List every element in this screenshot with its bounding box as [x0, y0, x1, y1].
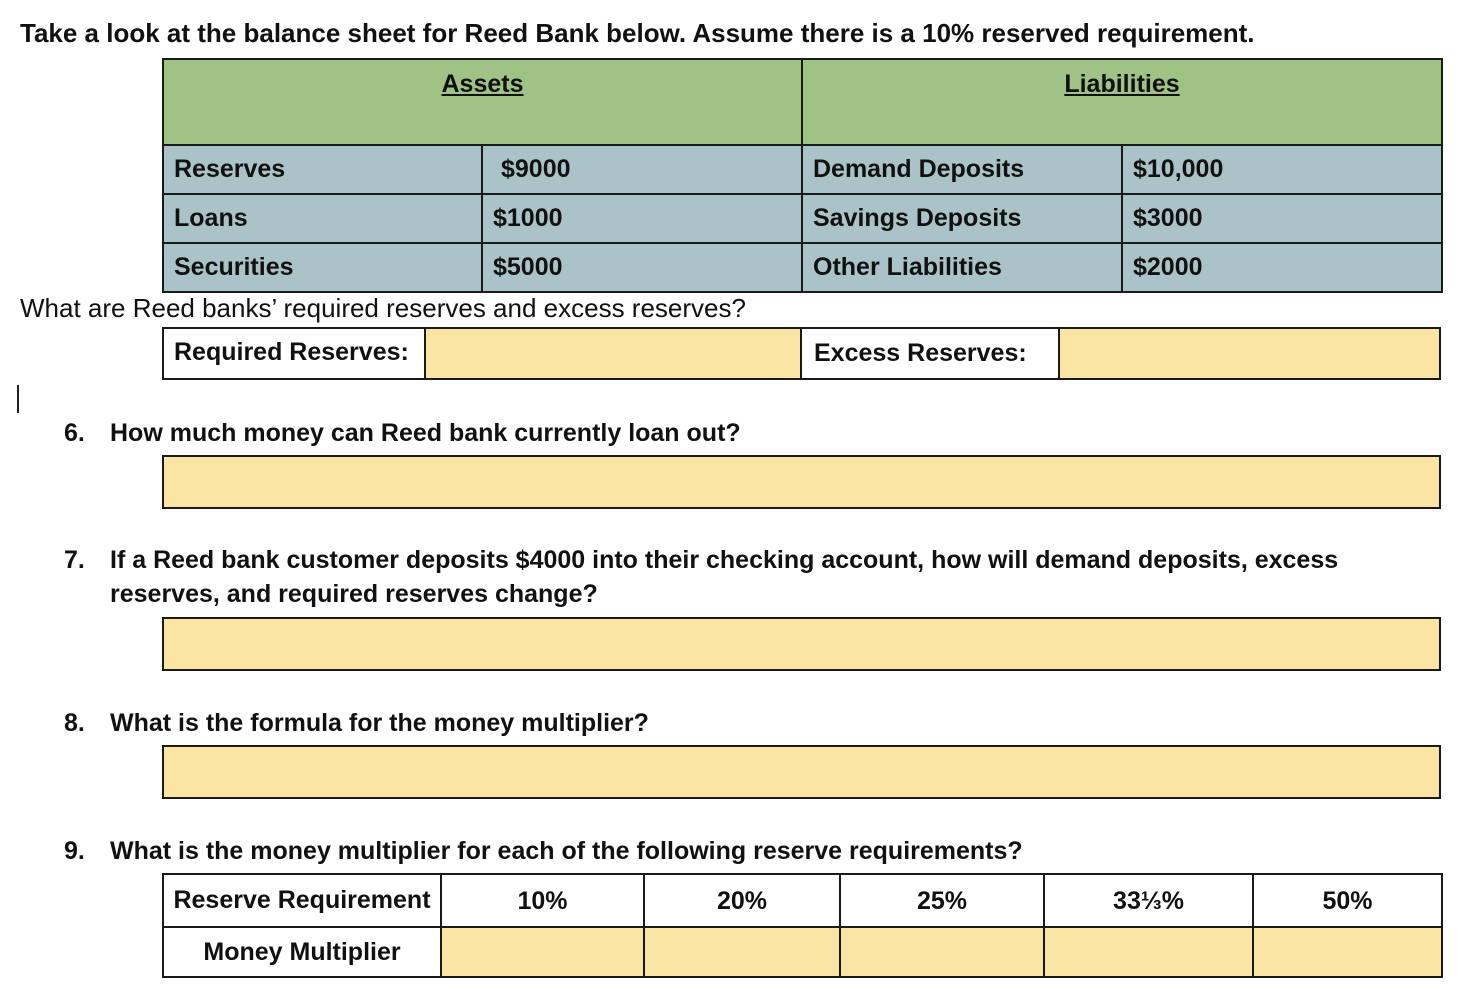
rate-50: 50%: [1253, 874, 1442, 927]
required-reserves-label: Required Reserves:: [162, 327, 426, 380]
rate-25: 25%: [840, 874, 1044, 927]
asset-value: $5000: [482, 243, 802, 292]
assets-header: Assets: [163, 59, 802, 145]
liability-value: $2000: [1122, 243, 1442, 292]
q6-answer[interactable]: [162, 455, 1441, 509]
intro-text: Take a look at the balance sheet for Reed Bank below. Assume there is a 10% reserved requirement.: [20, 18, 1255, 48]
required-reserves-answer[interactable]: [424, 327, 802, 380]
table-row: [163, 194, 1442, 243]
excess-reserves-answer[interactable]: [1058, 327, 1441, 380]
reserve-requirement-label: Reserve Requirement: [163, 874, 441, 927]
table-row: [163, 145, 1442, 194]
money-multiplier-label: Money Multiplier: [163, 927, 441, 977]
liabilities-header: Liabilities: [802, 59, 1442, 145]
rate-10: 10%: [441, 874, 644, 927]
asset-value: $9000: [482, 145, 802, 194]
liability-value: $3000: [1122, 194, 1442, 243]
asset-label: Securities: [163, 243, 482, 292]
liability-value: $10,000: [1122, 145, 1442, 194]
q8-answer[interactable]: [162, 745, 1441, 799]
liability-label: Other Liabilities: [802, 243, 1122, 292]
asset-value: $1000: [482, 194, 802, 243]
money-multiplier-table: [162, 873, 1443, 978]
rate-33: 33⅓%: [1044, 874, 1253, 927]
q7-question: 7. If a Reed bank customer deposits $4000 into their checking account, how will demand deposits, excess reserves, and required reserves change?: [64, 546, 1339, 608]
multiplier-answer-50[interactable]: [1253, 927, 1442, 977]
excess-reserves-label: Excess Reserves:: [800, 327, 1060, 380]
liability-label: Demand Deposits: [802, 145, 1122, 194]
multiplier-answer-33[interactable]: [1044, 927, 1253, 977]
multiplier-answer-25[interactable]: [840, 927, 1044, 977]
asset-label: Loans: [163, 194, 482, 243]
multiplier-answer-10[interactable]: [441, 927, 644, 977]
q9-question: 9. What is the money multiplier for each of the following reserve requirements?: [64, 837, 1023, 865]
liability-label: Savings Deposits: [802, 194, 1122, 243]
text-cursor: [17, 385, 19, 413]
balance-sheet-table: [162, 58, 1443, 293]
q8-question: 8. What is the formula for the money multiplier?: [64, 709, 649, 737]
multiplier-answer-20[interactable]: [644, 927, 840, 977]
asset-label: Reserves: [163, 145, 482, 194]
q7-answer[interactable]: [162, 617, 1441, 671]
q6-question: 6. How much money can Reed bank currently loan out?: [64, 419, 741, 447]
q5-text: What are Reed banks’ required reserves and excess reserves?: [20, 293, 746, 323]
table-row: [163, 243, 1442, 292]
rate-20: 20%: [644, 874, 840, 927]
